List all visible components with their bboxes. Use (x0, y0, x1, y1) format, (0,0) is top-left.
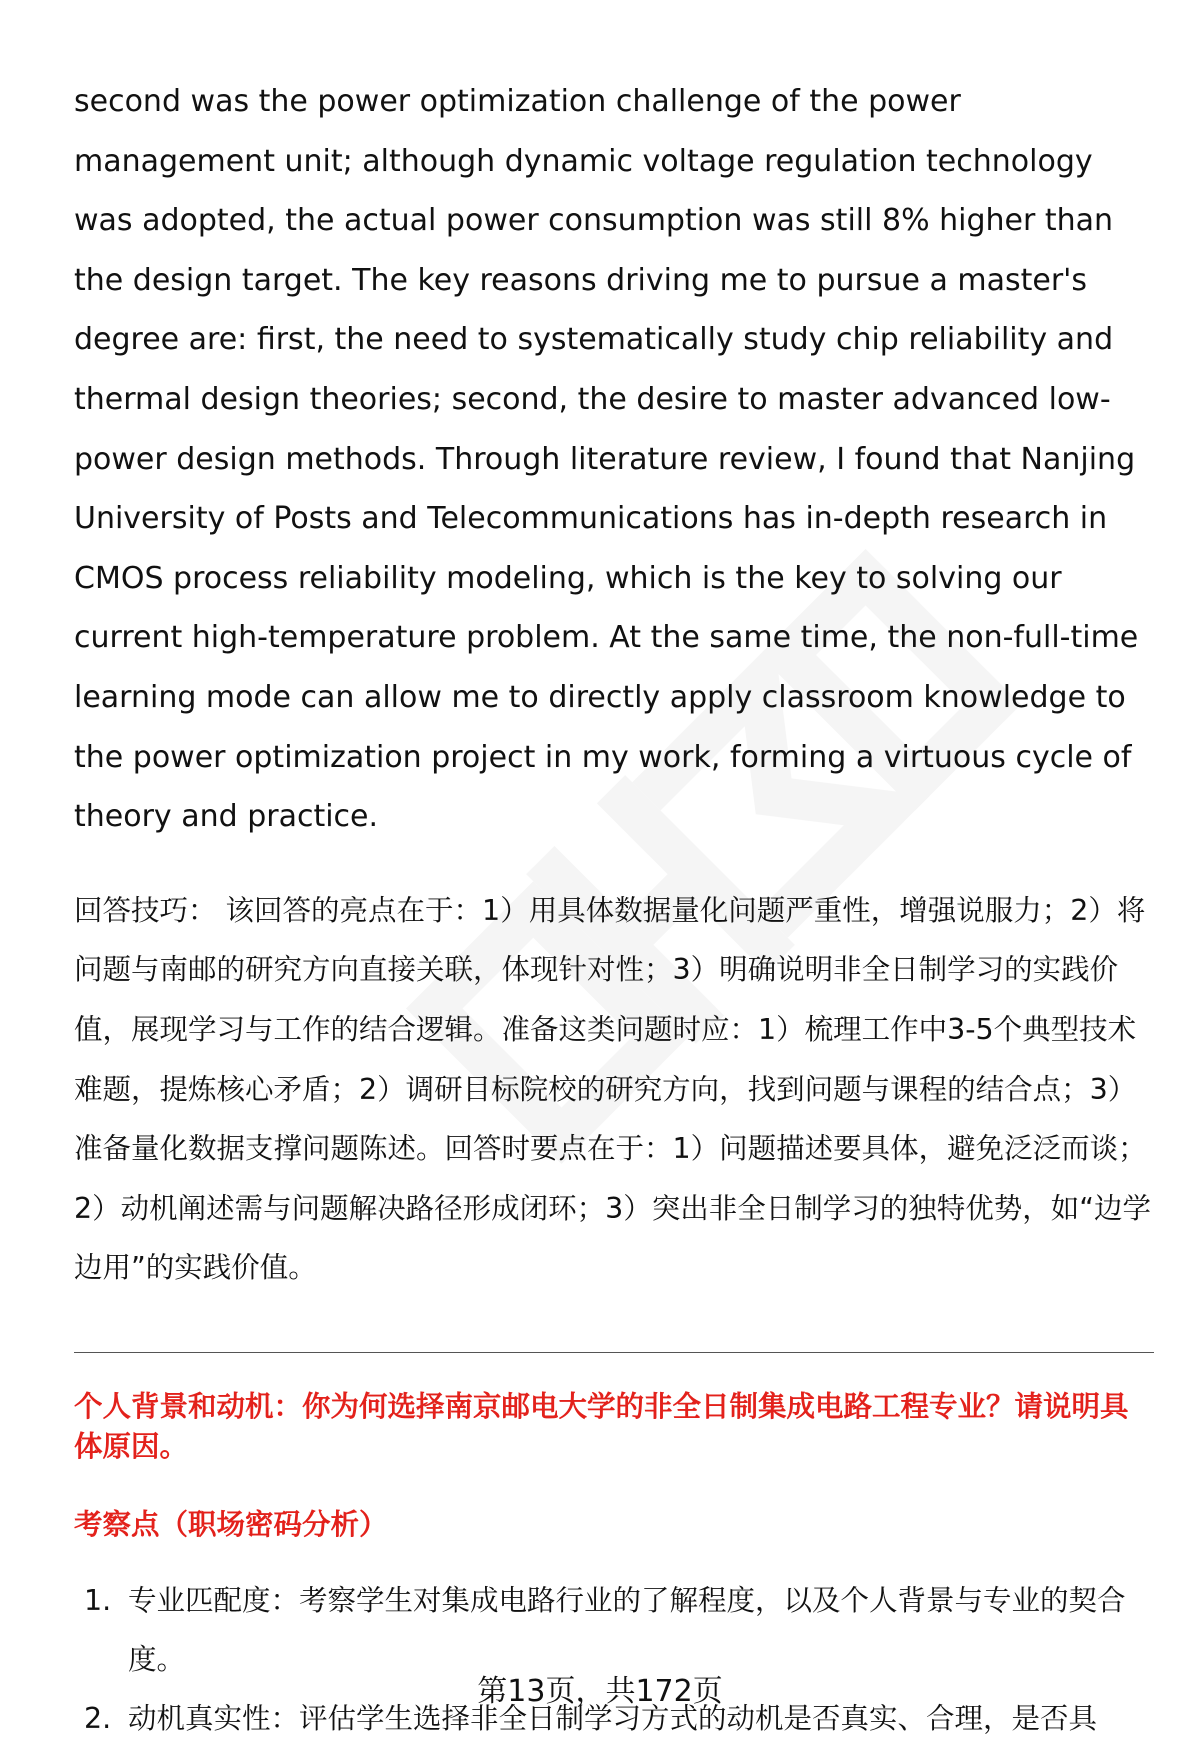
question-heading: 个人背景和动机：你为何选择南京邮电大学的非全日制集成电路工程专业？请说明具体原因。 (74, 1389, 1129, 1463)
answer-tips-paragraph: 回答技巧： 该回答的亮点在于：1）用具体数据量化问题严重性，增强说服力；2）将问题与南邮的研究方向直接关联，体现针对性；3）明确说明非全日制学习的实践价值，展现学习与工作的结合逻辑。准备这类问题时应：1）梳理工作中3-5个典型技术难题，提炼核心矛盾；2）调研目标院校的研究方向，找到问题与课程的结合点；3）准备量化数据支撑问题陈述。回答时要点在于：1）问题描述要具体，避免泛泛而谈；2）动机阐述需与问题解决路径形成闭环；3）突出非全日制学习的独特优势，如“边学边用”的实践价值。 (74, 893, 1152, 1285)
section-divider (74, 1352, 1154, 1353)
page-content (74, 72, 1154, 1748)
page-footer: 第13页，共172页 (477, 1674, 723, 1709)
assessment-points-heading: 考察点（职场密码分析） (74, 1507, 388, 1541)
list-item-text: 专业匹配度：考察学生对集成电路行业的了解程度，以及个人背景与专业的契合度。 (128, 1583, 1126, 1676)
list-item-text: 动机真实性：评估学生选择非全日制学习方式的动机是否真实、合理，是否具 (128, 1701, 1098, 1735)
list-item-number: 1. (84, 1583, 112, 1617)
english-answer-paragraph: second was the power optimization challenge of the power management unit; although dynamic voltage regulation technology was adopted, the actual power consumption was still 8% higher than the design target. The key reasons driving me to pursue a master's degree are: first, the need to systematically study chip reliability and thermal design theories; second, the desire to master advanced low-power design methods. Through literature review, I found that Nanjing University of Posts and Telecommunications has in-depth research in CMOS process reliability modeling, which is the key to solving our current high-temperature problem. At the same time, the non-full-time learning mode can allow me to directly apply classroom knowledge to the power optimization project in my work, forming a virtuous cycle of theory and practice. (74, 84, 1139, 835)
list-item-number: 2. (84, 1701, 112, 1735)
assessment-points-list (74, 1571, 1154, 1748)
